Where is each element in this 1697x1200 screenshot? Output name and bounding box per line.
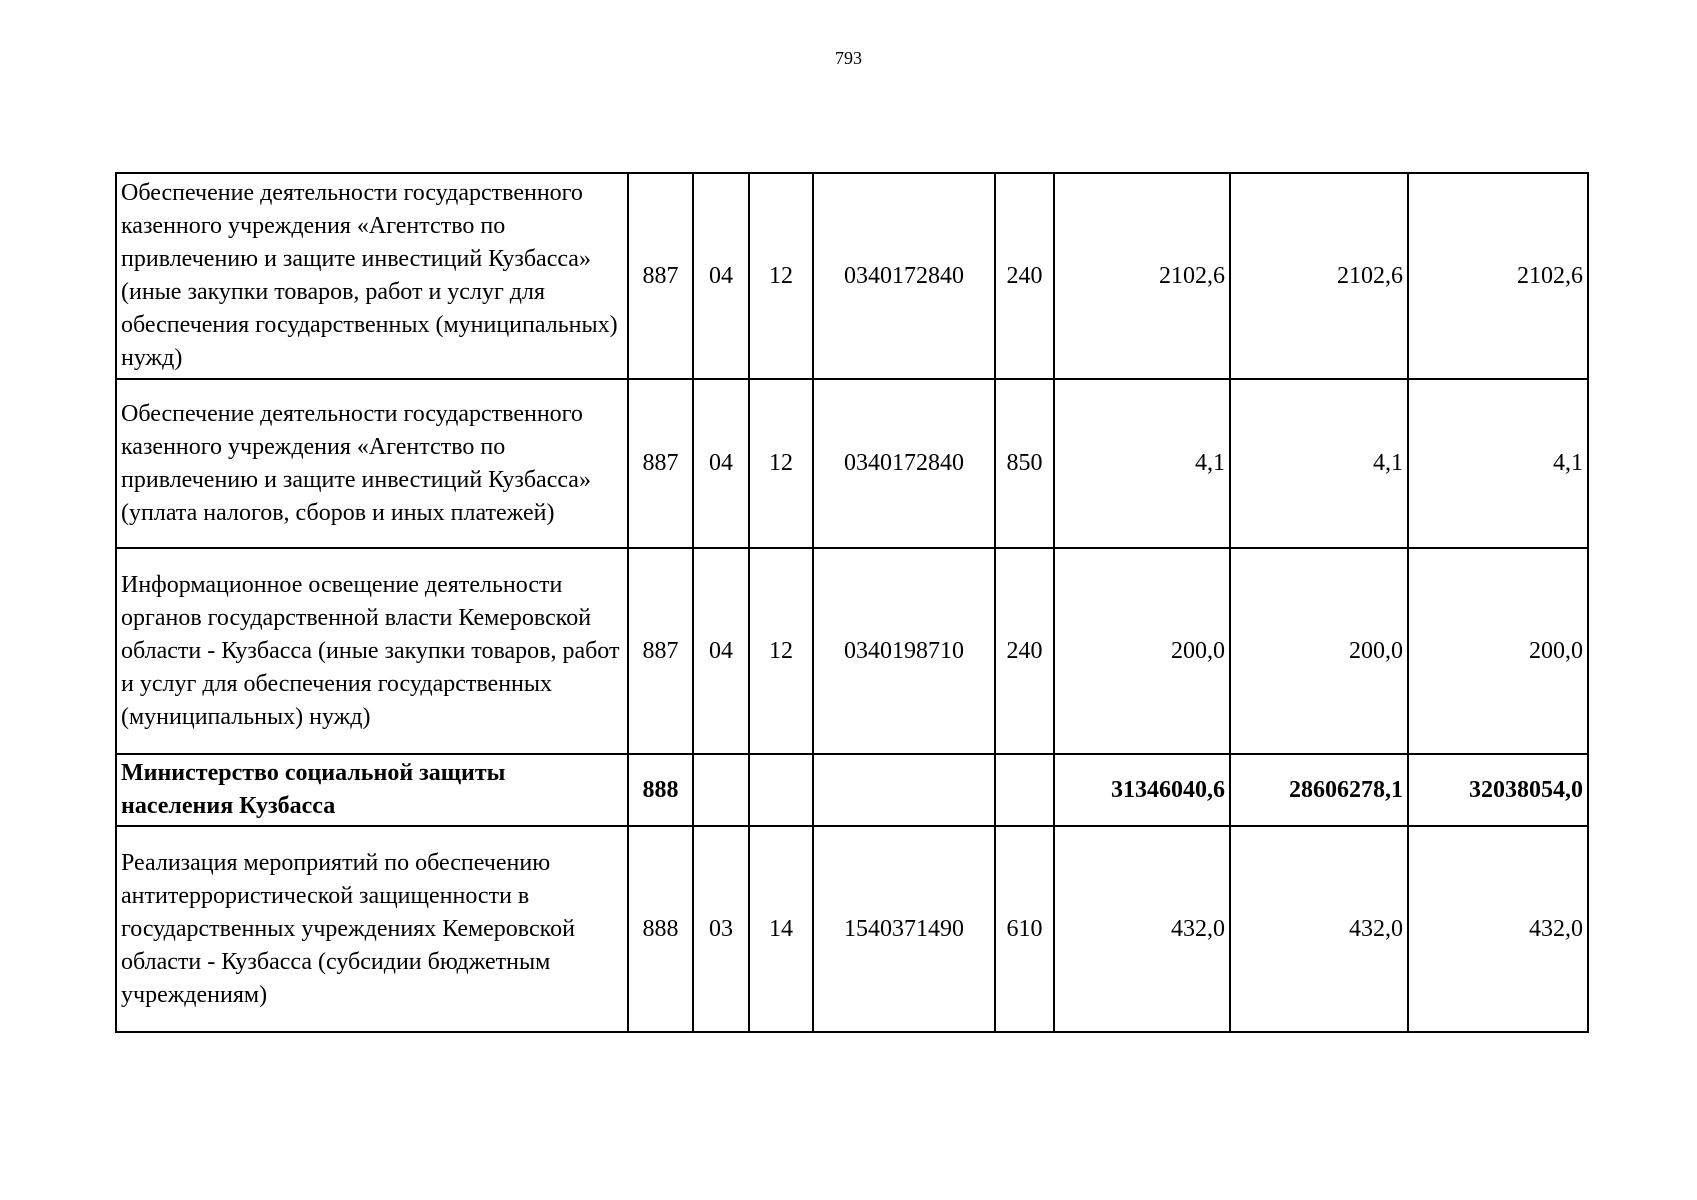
expense-name: Обеспечение деятельности государственного казенного учреждения «Агентство по привлечению и защите инвестиций Кузбасса» (иные закупки товаров, работ и услуг для обеспечения государственных (муниципальных) нужд): [116, 173, 628, 379]
admin-code: 887: [628, 548, 693, 754]
expense-name: Обеспечение деятельности государственного казенного учреждения «Агентство по привлечению и защите инвестиций Кузбасса» (уплата налогов, сборов и иных платежей): [116, 379, 628, 548]
section-code: 04: [693, 173, 749, 379]
admin-code: 887: [628, 173, 693, 379]
admin-code: 887: [628, 379, 693, 548]
amount-year-2: 28606278,1: [1230, 754, 1408, 826]
amount-year-1: 31346040,6: [1054, 754, 1230, 826]
section-code: 03: [693, 826, 749, 1032]
amount-year-2: 2102,6: [1230, 173, 1408, 379]
expense-type: 850: [995, 379, 1054, 548]
target-article: 0340198710: [813, 548, 995, 754]
admin-code: 888: [628, 826, 693, 1032]
expense-type: 610: [995, 826, 1054, 1032]
target-article: 0340172840: [813, 379, 995, 548]
page-number: 793: [835, 48, 862, 68]
table-row: [116, 826, 1588, 1032]
target-article: 0340172840: [813, 173, 995, 379]
section-code: 04: [693, 379, 749, 548]
subsection-code: 12: [749, 548, 813, 754]
amount-year-2: 4,1: [1230, 379, 1408, 548]
expense-name: Информационное освещение деятельности органов государственной власти Кемеровской области - Кузбасса (иные закупки товаров, работ и услуг для обеспечения государственных (муниципальных) нужд): [116, 548, 628, 754]
amount-year-3: 432,0: [1408, 826, 1588, 1032]
amount-year-2: 200,0: [1230, 548, 1408, 754]
expense-name: Реализация мероприятий по обеспечению антитеррористической защищенности в государственных учреждениях Кемеровской области - Кузбасса (субсидии бюджетным учреждениям): [116, 826, 628, 1032]
amount-year-1: 2102,6: [1054, 173, 1230, 379]
budget-table: [115, 172, 1589, 1033]
table-row: [116, 379, 1588, 548]
section-code: [693, 754, 749, 826]
amount-year-3: 4,1: [1408, 379, 1588, 548]
amount-year-3: 2102,6: [1408, 173, 1588, 379]
amount-year-2: 432,0: [1230, 826, 1408, 1032]
target-article: 1540371490: [813, 826, 995, 1032]
table-row-ministry-total: [116, 754, 1588, 826]
target-article: [813, 754, 995, 826]
amount-year-3: 200,0: [1408, 548, 1588, 754]
expense-type: 240: [995, 548, 1054, 754]
expense-type: 240: [995, 173, 1054, 379]
subsection-code: [749, 754, 813, 826]
section-code: 04: [693, 548, 749, 754]
expense-name: Министерство социальной защиты населения Кузбасса: [116, 754, 628, 826]
amount-year-3: 32038054,0: [1408, 754, 1588, 826]
subsection-code: 14: [749, 826, 813, 1032]
admin-code: 888: [628, 754, 693, 826]
amount-year-1: 432,0: [1054, 826, 1230, 1032]
subsection-code: 12: [749, 173, 813, 379]
expense-type: [995, 754, 1054, 826]
amount-year-1: 4,1: [1054, 379, 1230, 548]
table-row: [116, 548, 1588, 754]
amount-year-1: 200,0: [1054, 548, 1230, 754]
subsection-code: 12: [749, 379, 813, 548]
table-row: [116, 173, 1588, 379]
